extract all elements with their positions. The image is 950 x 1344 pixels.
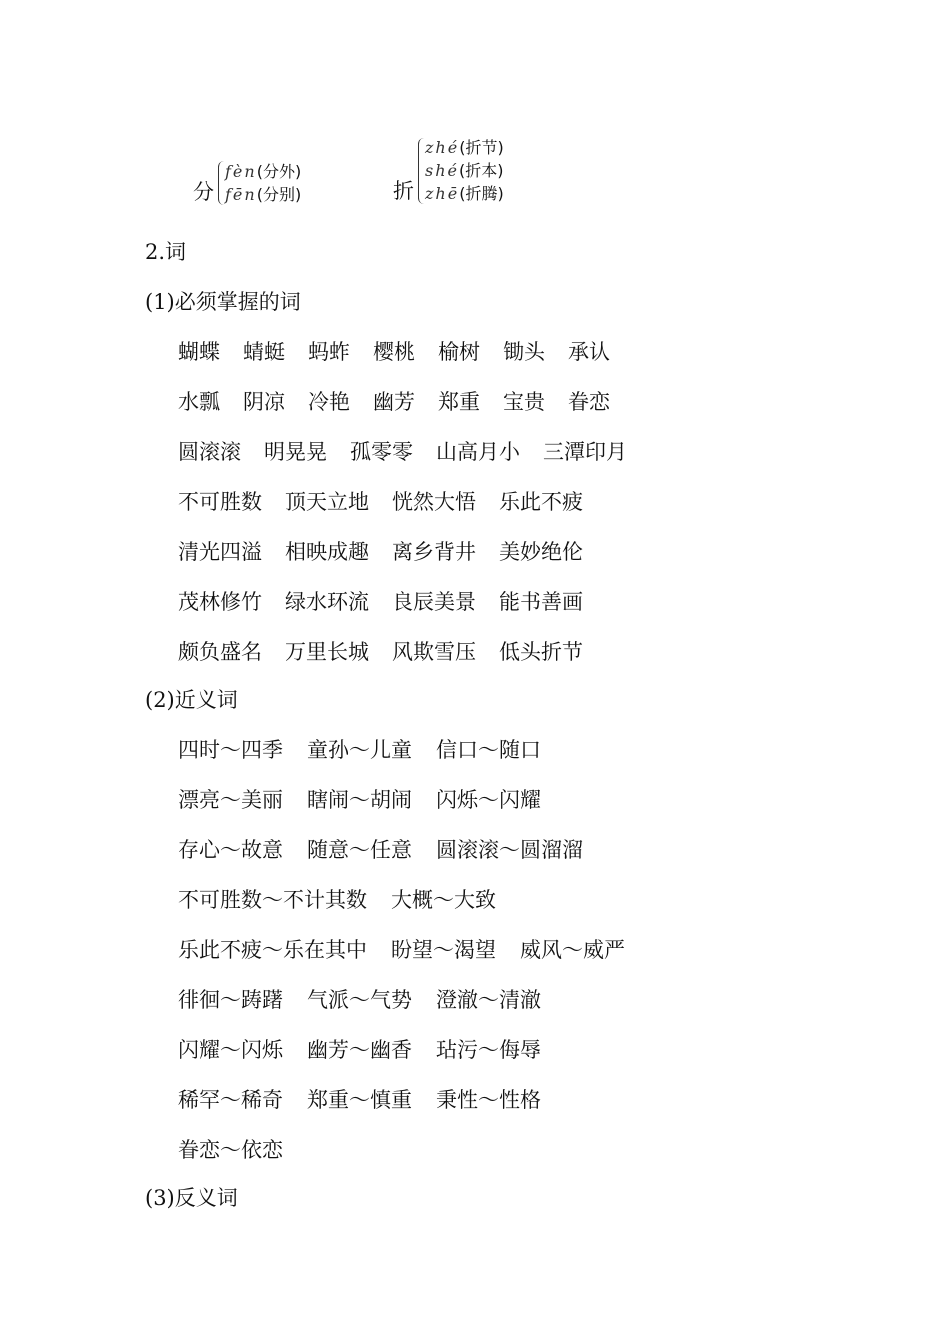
synonym-pair: 随意～任意	[307, 838, 412, 862]
word: 清光四溢	[178, 540, 262, 564]
synonym-row	[178, 884, 520, 914]
word: 幽芳	[373, 390, 415, 414]
example-word: (折腾)	[459, 184, 504, 203]
polyphone-zhe	[393, 136, 504, 205]
pinyin: zhé	[425, 138, 460, 157]
synonym-pair: 郑重～慎重	[307, 1088, 412, 1112]
synonym-pair: 不可胜数～不计其数	[178, 888, 367, 912]
synonym-pair: 威风～威严	[520, 938, 625, 962]
synonym-pair: 徘徊～踌躇	[178, 988, 283, 1012]
synonym-pair: 闪耀～闪烁	[178, 1038, 283, 1062]
reading-list	[225, 160, 301, 206]
pinyin: fēn	[225, 185, 257, 204]
pinyin: zhē	[425, 184, 460, 203]
word: 美妙绝伦	[499, 540, 583, 564]
subheading-antonyms: (3)反义词	[145, 1186, 238, 1210]
word: 不可胜数	[178, 490, 262, 514]
word: 蜻蜓	[243, 340, 285, 364]
pinyin: shé	[425, 161, 459, 180]
synonym-pair: 乐此不疲～乐在其中	[178, 938, 367, 962]
subheading-synonyms: (2)近义词	[145, 688, 238, 712]
synonym-row	[178, 784, 565, 814]
word: 水瓢	[178, 390, 220, 414]
synonym-row	[178, 1134, 307, 1164]
subheading-must-words: (1)必须掌握的词	[145, 290, 301, 314]
synonym-row	[178, 1034, 565, 1064]
word: 恍然大悟	[392, 490, 476, 514]
synonym-pair: 澄澈～清澈	[436, 988, 541, 1012]
reading-item	[425, 159, 504, 182]
synonym-pair: 幽芳～幽香	[307, 1038, 412, 1062]
reading-item	[225, 183, 301, 206]
synonym-pair: 信口～随口	[436, 738, 541, 762]
word: 冷艳	[308, 390, 350, 414]
word: 三潭印月	[543, 440, 627, 464]
example-word: (分别)	[256, 185, 302, 204]
synonym-row	[178, 834, 607, 864]
word: 乐此不疲	[499, 490, 583, 514]
word-row	[178, 486, 606, 516]
reading-list	[425, 136, 504, 205]
word-row	[178, 586, 606, 616]
word-row	[178, 336, 633, 366]
word: 眷恋	[568, 390, 610, 414]
synonym-pair: 漂亮～美丽	[178, 788, 283, 812]
word-row	[178, 536, 606, 566]
word: 蚂蚱	[308, 340, 350, 364]
pinyin: fèn	[225, 162, 257, 181]
polyphone-char: 折	[393, 179, 414, 203]
synonym-pair: 稀罕～稀奇	[178, 1088, 283, 1112]
word: 良辰美景	[392, 590, 476, 614]
reading-item	[425, 182, 504, 205]
word: 离乡背井	[392, 540, 476, 564]
example-word: (折节)	[459, 138, 504, 157]
word: 相映成趣	[285, 540, 369, 564]
synonym-row	[178, 734, 565, 764]
word: 明晃晃	[264, 440, 327, 464]
example-word: (分外)	[256, 162, 302, 181]
word: 绿水环流	[285, 590, 369, 614]
word: 风欺雪压	[392, 640, 476, 664]
word: 顶天立地	[285, 490, 369, 514]
word-row	[178, 636, 606, 666]
example-word: (折本)	[458, 161, 504, 180]
synonym-pair: 存心～故意	[178, 838, 283, 862]
polyphone-char: 分	[193, 180, 214, 204]
word: 万里长城	[285, 640, 369, 664]
synonym-row	[178, 1084, 565, 1114]
synonym-pair: 秉性～性格	[436, 1088, 541, 1112]
synonym-pair: 玷污～侮辱	[436, 1038, 541, 1062]
synonym-pair: 圆滚滚～圆溜溜	[436, 838, 583, 862]
word: 承认	[568, 340, 610, 364]
word: 孤零零	[350, 440, 413, 464]
brace	[218, 161, 225, 205]
word-row	[178, 386, 633, 416]
brace	[418, 138, 425, 204]
synonym-pair: 瞎闹～胡闹	[307, 788, 412, 812]
synonym-row	[178, 934, 649, 964]
reading-item	[225, 160, 301, 183]
word: 阴凉	[243, 390, 285, 414]
word: 樱桃	[373, 340, 415, 364]
word: 郑重	[438, 390, 480, 414]
word: 宝贵	[503, 390, 545, 414]
word: 颇负盛名	[178, 640, 262, 664]
word: 圆滚滚	[178, 440, 241, 464]
polyphone-fen	[193, 160, 301, 206]
synonym-row	[178, 984, 565, 1014]
word: 低头折节	[499, 640, 583, 664]
word: 锄头	[503, 340, 545, 364]
synonym-pair: 四时～四季	[178, 738, 283, 762]
synonym-pair: 大概～大致	[391, 888, 496, 912]
word: 能书善画	[499, 590, 583, 614]
synonym-pair: 盼望～渴望	[391, 938, 496, 962]
synonym-pair: 童孙～儿童	[307, 738, 412, 762]
word: 榆树	[438, 340, 480, 364]
synonym-pair: 眷恋～依恋	[178, 1138, 283, 1162]
word: 蝴蝶	[178, 340, 220, 364]
word-row	[178, 436, 650, 466]
word: 茂林修竹	[178, 590, 262, 614]
reading-item	[425, 136, 504, 159]
section-heading-words: 2.词	[145, 240, 187, 264]
word: 山高月小	[436, 440, 520, 464]
synonym-pair: 闪烁～闪耀	[436, 788, 541, 812]
synonym-pair: 气派～气势	[307, 988, 412, 1012]
